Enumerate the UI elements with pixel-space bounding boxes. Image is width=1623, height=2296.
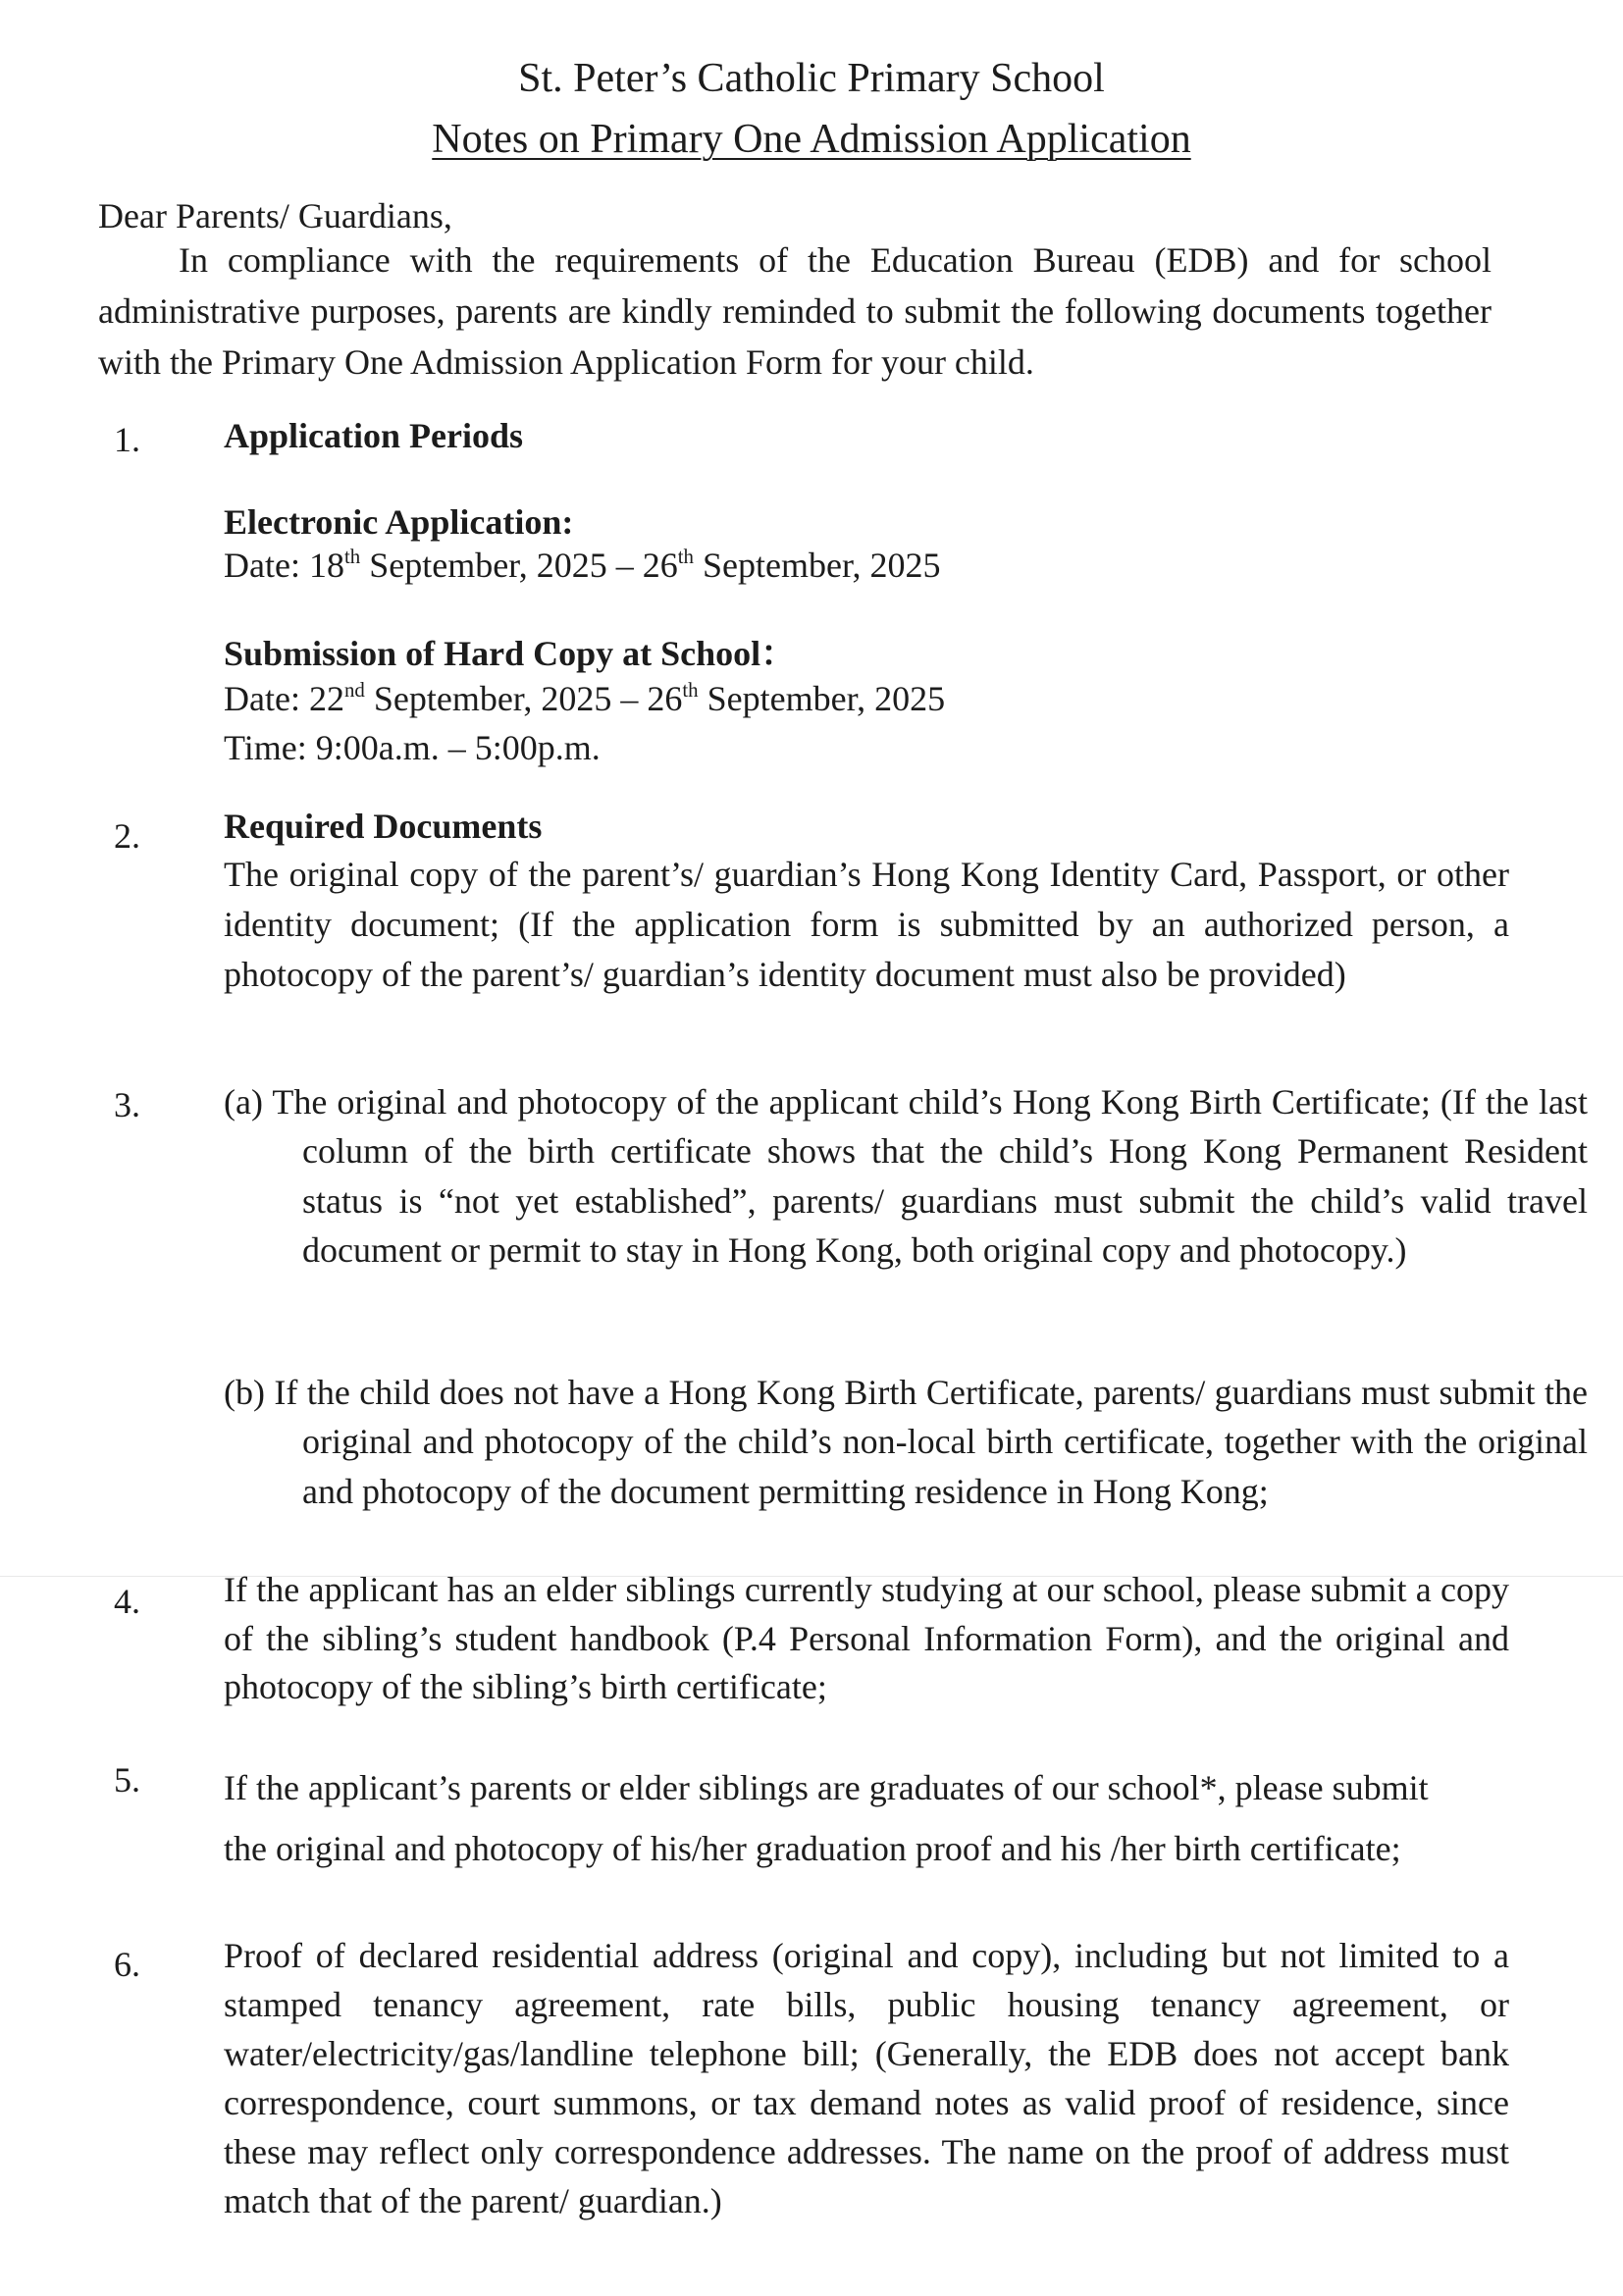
section-3-number: 3. <box>114 1085 140 1124</box>
hardcopy-submission-date: Date: 22nd September, 2025 – 26th September, 2025 <box>224 677 946 718</box>
section-5-line-2: the original and photocopy of his/her graduation proof and his /her birth certificate; <box>224 1829 1401 1868</box>
section-5-line-1: If the applicant’s parents or elder siblings are graduates of our school*, please submit <box>224 1768 1429 1807</box>
electronic-application-date: Date: 18th September, 2025 – 26th September, 2025 <box>224 544 941 585</box>
intro-paragraph: In compliance with the requirements of the Education Bureau (EDB) and for school administrative purposes, parents are kindly reminded to submit the following documents together with the Primary One Admission Application Form for your child. <box>98 240 1492 382</box>
hardcopy-submission-time: Time: 9:00a.m. – 5:00p.m. <box>224 728 601 767</box>
section-5-number: 5. <box>114 1760 140 1800</box>
section-1-heading: Application Periods <box>224 416 524 455</box>
page-title: Notes on Primary One Admission Application <box>432 117 1191 162</box>
electronic-application-heading: Electronic Application: <box>224 502 574 542</box>
salutation: Dear Parents/ Guardians, <box>98 196 452 235</box>
section-2-body: The original copy of the parent’s/ guardian’s Hong Kong Identity Card, Passport, or other identity document; (If the application form is submitted by an authorized person, a photocopy of the parent’s/ guardian’s identity document must also be provided) <box>224 855 1509 995</box>
section-4-number: 4. <box>114 1582 140 1621</box>
section-2-number: 2. <box>114 816 140 856</box>
section-1-number: 1. <box>114 420 140 459</box>
section-6-body: Proof of declared residential address (original and copy), including but not limited to a stamped tenancy agreement, rate bills, public housing tenancy agreement, or water/electricity/gas/landline telephone bill; (Generally, the EDB does not accept bank correspondence, court summons, or tax demand notes as valid proof of residence, since these may reflect only correspondence addresses. The name on the proof of address must match that of the parent/ guardian.) <box>224 1936 1509 2221</box>
section-2-heading: Required Documents <box>224 807 543 846</box>
hardcopy-submission-heading: Submission of Hard Copy at School： <box>224 634 797 674</box>
school-name: St. Peter’s Catholic Primary School <box>518 56 1105 101</box>
section-3a-text: (a) The original and photocopy of the applicant child’s Hong Kong Birth Certificate; (If the last column of the birth certificate shows that the child’s Hong Kong Permanent Resident status is “not yet established”, parents/ guardians must submit the child’s valid travel document or permit to stay in Hong Kong, both original copy and photocopy.) <box>224 1082 1588 1271</box>
section-4-body: If the applicant has an elder siblings currently studying at our school, please submit a copy of the sibling’s student handbook (P.4 Personal Information Form), and the original and photocopy of the sibling’s birth certificate; <box>224 1570 1509 1707</box>
section-3b-text: (b) If the child does not have a Hong Kong Birth Certificate, parents/ guardians must submit the original and photocopy of the child’s non-local birth certificate, together with the original and photocopy of the document permitting residence in Hong Kong; <box>224 1373 1588 1511</box>
section-6-number: 6. <box>114 1945 140 1984</box>
